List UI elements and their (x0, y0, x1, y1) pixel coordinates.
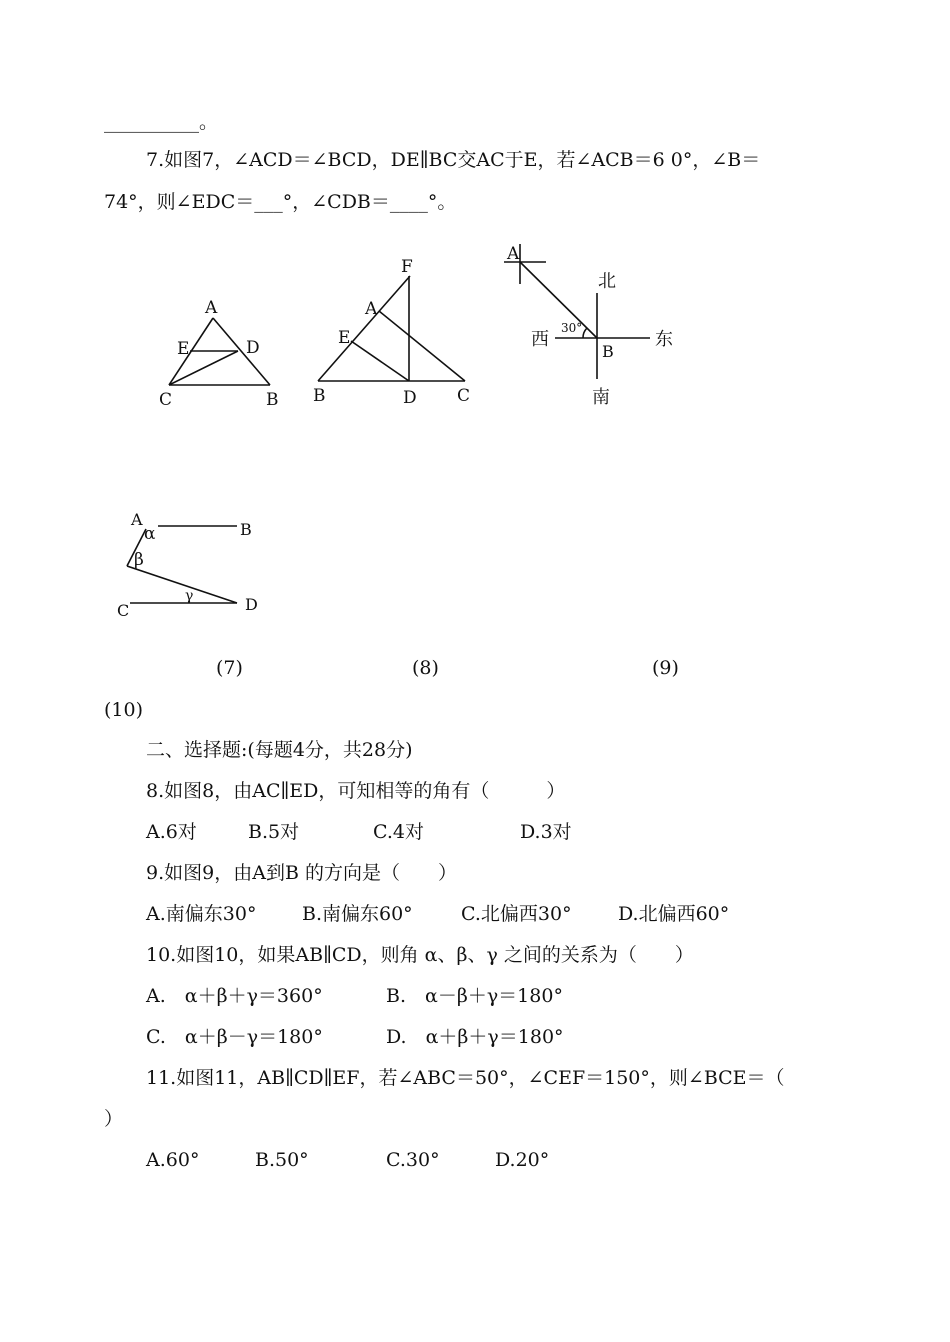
q11-option-d: D.20° (495, 1149, 550, 1171)
fig8-label-e: E (338, 328, 351, 348)
q7-line1: 7.如图7，∠ACD＝∠BCD，DE∥BC交AC于E，若∠ACB＝6 0°，∠B＝ (146, 149, 761, 171)
fig9-label-east: 东 (655, 329, 673, 350)
fig8-label-f: F (401, 257, 413, 277)
q9-option-d: D.北偏西60° (618, 903, 730, 925)
caption-figure-9: (9) (652, 657, 679, 679)
fig10-segment-d (127, 566, 237, 603)
q8-option-d: D.3对 (520, 821, 572, 843)
section-2-heading: 二、选择题:(每题4分，共28分) (146, 739, 413, 761)
q10-option-b: B. α－β＋γ＝180° (386, 985, 563, 1007)
fig7-label-c: C (159, 390, 173, 410)
q7-line2: 74°，则∠EDC＝___°，∠CDB＝____°。 (104, 191, 457, 213)
fig9-label-north: 北 (598, 271, 616, 292)
caption-figure-10: (10) (104, 699, 144, 721)
fig7-label-e: E (177, 339, 190, 359)
q8-option-a: A.6对 (146, 821, 197, 843)
fig9-label-a: A (507, 244, 520, 264)
fig8-label-c: C (457, 386, 471, 406)
fig9-label-west: 西 (531, 329, 549, 350)
q10-option-a: A. α＋β＋γ＝360° (146, 985, 323, 1007)
fig8-line-bf (318, 276, 410, 381)
fig10-label-a: A (131, 510, 143, 529)
q11-option-b: B.50° (255, 1149, 309, 1171)
fig9-line-ab (520, 262, 597, 338)
q9-option-b: B.南偏东60° (302, 903, 413, 925)
q9-stem: 9.如图9，由A到B 的方向是（ ） (146, 862, 457, 884)
q11-line2: ） (104, 1108, 124, 1130)
q11-line1: 11.如图11，AB∥CD∥EF，若∠ABC＝50°，∠CEF＝150°，则∠BCE＝（ (146, 1067, 785, 1089)
fig9-label-angle: 30° (561, 321, 583, 335)
q9-option-a: A.南偏东30° (146, 903, 257, 925)
figure-9 (504, 244, 650, 379)
fig9-angle-arc (583, 328, 587, 338)
fig10-label-gamma: γ (185, 588, 194, 604)
fig7-label-d: D (246, 338, 260, 358)
fig10-label-c: C (117, 601, 130, 620)
top-answer-blank: __________。 (104, 111, 219, 133)
fig10-label-b: B (240, 520, 252, 539)
caption-figure-7: (7) (216, 657, 243, 679)
caption-figure-8: (8) (412, 657, 439, 679)
fig9-label-b: B (602, 342, 614, 361)
q8-option-b: B.5对 (248, 821, 300, 843)
q8-option-c: C.4对 (373, 821, 424, 843)
q8-stem: 8.如图8，由AC∥ED，可知相等的角有（ ） (146, 780, 566, 802)
fig9-label-south: 南 (592, 387, 610, 408)
fig8-line-ed (351, 341, 409, 381)
fig10-label-alpha: α (144, 524, 156, 544)
fig8-label-a: A (365, 299, 378, 319)
fig10-label-beta: β (134, 550, 144, 570)
q10-stem: 10.如图10，如果AB∥CD，则角 α、β、γ 之间的关系为（ ） (146, 944, 694, 966)
fig7-label-a: A (205, 298, 218, 318)
q11-option-c: C.30° (386, 1149, 440, 1171)
q10-option-c: C. α＋β－γ＝180° (146, 1026, 323, 1048)
fig7-label-b: B (266, 390, 279, 410)
fig10-label-d: D (245, 595, 258, 614)
q11-option-a: A.60° (146, 1149, 200, 1171)
fig8-label-d: D (403, 388, 417, 408)
fig8-label-b: B (313, 386, 326, 406)
q10-option-d: D. α＋β＋γ＝180° (386, 1026, 564, 1048)
fig8-line-ac (379, 311, 465, 381)
q9-option-c: C.北偏西30° (461, 903, 572, 925)
